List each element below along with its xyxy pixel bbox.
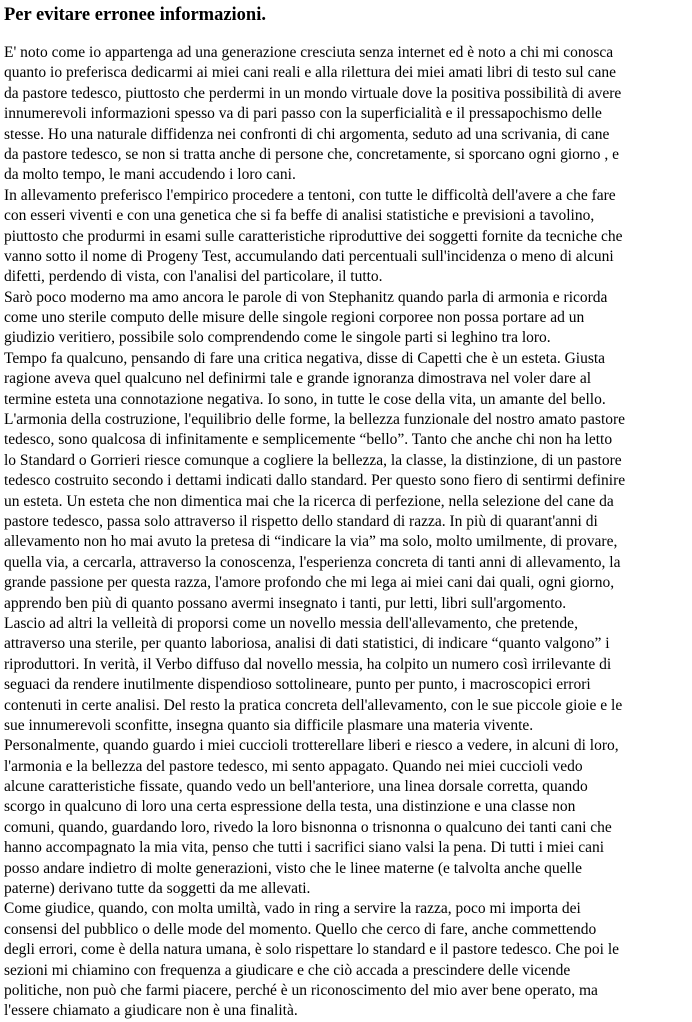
text-line: degli errori, come è della natura umana, è solo rispettare lo standard e il pastore tedesco. Che poi le — [4, 941, 620, 959]
text-line: piuttosto che produrmi in esami sulle caratteristiche riproduttive dei soggetti fornite da tecniche che — [4, 227, 623, 245]
text-line: seguaci da rendere inutilmente dispendioso sottolineare, punto per punto, i macroscopici errori — [4, 676, 591, 694]
text-line: Sarò poco moderno ma amo ancora le parole di von Stephanitz quando parla di armonia e ricorda — [4, 288, 608, 306]
text-line: politiche, non può che farmi piacere, perché è un riconoscimento del mio aver bene operato, ma — [4, 981, 598, 999]
text-line: Lascio ad altri la velleità di proporsi come un novello messia dell'allevamento, che pretende, — [4, 614, 578, 632]
text-line: L'armonia della costruzione, l'equilibrio delle forme, la bellezza funzionale del nostro amato pastore — [4, 411, 626, 429]
text-line: innumerevoli informazioni spesso va di pari passo con la superficialità e il pressapochismo delle — [4, 105, 602, 123]
text-line: scorgo in qualcuno di loro una certa espressione della testa, una distinzione e una classe non — [4, 798, 576, 816]
text-line: vanno sotto il nome di Progeny Test, accumulando dati percentuali sull'incidenza o meno di alcuni — [4, 247, 614, 265]
document-title: Per evitare erronee informazioni. — [4, 5, 266, 25]
text-line: come uno sterile computo delle misure delle singole regioni corporee non possa portare ad un — [4, 309, 585, 327]
text-line: da pastore tedesco, se non si tratta anche di persone che, concretamente, si sporcano ogni giorno , e — [4, 145, 620, 163]
text-line: posso andare indietro di molte generazioni, visto che le linee materne (e talvolta anche quelle — [4, 859, 583, 877]
text-line: allevamento non ho mai avuto la pretesa di “indicare la via” ma solo, molto umilmente, di provare, — [4, 533, 618, 551]
text-line: Come giudice, quando, con molta umiltà, vado in ring a servire la razza, poco mi importa dei — [4, 900, 581, 918]
text-line: pastore tedesco, passa solo attraverso il rispetto dello standard di razza. In più di quarant'anni di — [4, 512, 598, 530]
text-line: In allevamento preferisco l'empirico procedere a tentoni, con tutte le difficoltà dell'avere a che fare — [4, 186, 616, 204]
text-line: lo Standard o Gorrieri riesce comunque a cogliere la bellezza, la classe, la distinzione, di un pastore — [4, 451, 622, 469]
text-line: attraverso una sterile, per quanto laboriosa, analisi di dati statistici, di indicare “quanto valgono” i — [4, 635, 610, 653]
text-line: l'armonia e la bellezza del pastore tedesco, mi sento appagato. Quando nei miei cuccioli vedo — [4, 757, 583, 775]
text-line: sue innumerevoli sconfitte, insegna quanto sia difficile plasmare una materia vivente. — [4, 716, 534, 734]
text-line: termine esteta una connotazione negativa. Io sono, in tutte le cose della vita, un amante del bello. — [4, 390, 606, 408]
text-line: l'essere chiamato a giudicare non è una finalità. — [4, 1002, 298, 1020]
text-line: quella via, a cercarla, attraverso la conoscenza, l'esperienza concreta di tanti anni di allevamento, la — [4, 553, 621, 571]
text-line: da molto tempo, le mani accudendo i loro cani. — [4, 166, 296, 184]
text-line: da pastore tedesco, piuttosto che perdermi in un mondo virtuale dove la positiva possibilità di avere — [4, 84, 622, 102]
text-line: E' noto come io appartenga ad una generazione cresciuta senza internet ed è noto a chi mi conosca — [4, 44, 614, 61]
text-line: tedesco, sono qualcosa di infinitamente e semplicemente “bello”. Tanto che anche chi non ha letto — [4, 431, 613, 449]
text-line: paterne) derivano tutte da soggetti da me allevati. — [4, 880, 311, 898]
text-line: Personalmente, quando guardo i miei cuccioli trotterellare liberi e riesco a vedere, in alcuni di loro, — [4, 737, 619, 755]
text-line: quanto io preferisca dedicarmi ai miei cani reali e alla rilettura dei miei amati libri di testo sul cane — [4, 64, 617, 82]
document-body — [4, 43, 686, 1022]
text-line: un esteta. Un esteta che non dimentica mai che la ricerca di perfezione, nella selezione del cane da — [4, 492, 614, 510]
text-line: hanno accompagnato la mia vita, penso che tutti i sacrifici siano valsi la pena. Di tutti i miei cani — [4, 839, 605, 857]
text-line: sezioni mi chiamino con frequenza a giudicare e che ciò accada a prescindere delle vicende — [4, 961, 571, 979]
document-page — [4, 4, 686, 1022]
text-line: grande passione per questa razza, l'amore profondo che mi lega ai miei cani dai quali, ogni giorno, — [4, 574, 615, 592]
text-line: apprendo ben più di quanto possano avermi insegnato i tanti, pur letti, libri sull'argomento. — [4, 594, 567, 612]
text-line: difetti, perdendo di vista, con l'analisi del particolare, il tutto. — [4, 268, 383, 286]
text-line: contenuti in certe analisi. Del resto la pratica concreta dell'allevamento, con le sue piccole gioie e le — [4, 696, 623, 714]
text-line: giudizio veritiero, possibile solo comprendendo come le singole parti si leghino tra loro. — [4, 329, 551, 347]
text-line: con esseri viventi e con una genetica che si fa beffe di analisi statistiche e previsioni a tavolino, — [4, 207, 595, 225]
text-line: consensi del pubblico o delle mode del momento. Quello che cerco di fare, anche commettendo — [4, 920, 597, 938]
text-line: tedesco costruito secondo i dettami indicati dallo standard. Per questo sono fiero di sentirmi definire — [4, 472, 626, 490]
text-line: stesse. Ho una naturale diffidenza nei confronti di chi argomenta, seduto ad una scrivania, di cane — [4, 125, 610, 143]
text-line: ragione aveva quel qualcuno nel definirmi tale e grande ignoranza dimostrava nel voler dare al — [4, 370, 592, 388]
text-line: Tempo fa qualcuno, pensando di fare una critica negativa, disse di Capetti che è un esteta. Giusta — [4, 349, 606, 367]
text-line: comuni, quando, guardando loro, rivedo la loro bisnonna o trisnonna o qualcuno dei tanti cani che — [4, 818, 612, 836]
text-line: riproduttori. In verità, il Verbo diffuso dal novello messia, ha colpito un numero così irrilevante di — [4, 655, 612, 673]
text-line: alcune caratteristiche fissate, quando vedo un bell'anteriore, una linea dorsale corretta, quando — [4, 778, 588, 796]
